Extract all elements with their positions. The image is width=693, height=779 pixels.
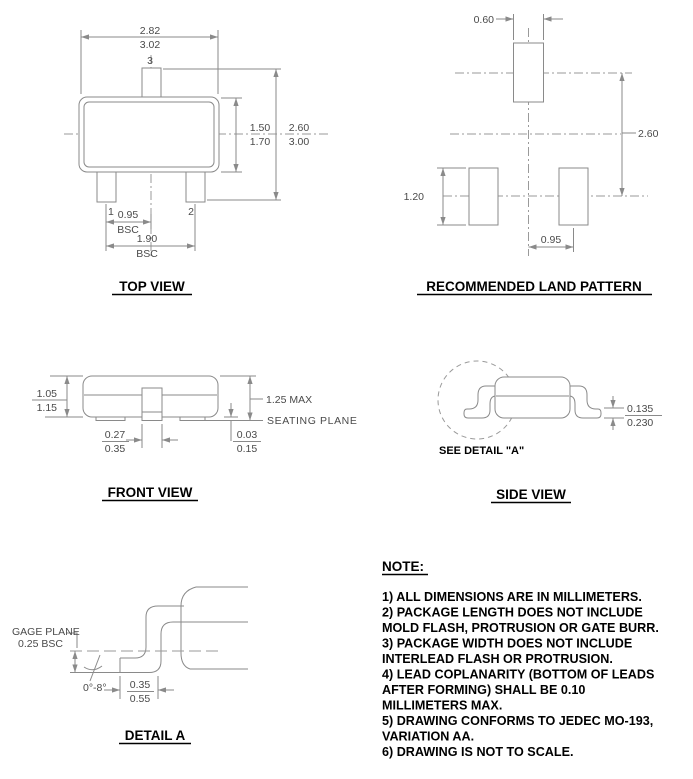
top-view [64,25,330,295]
top-view-body-outer [79,97,219,172]
side-view [438,361,662,503]
land-pad-2 [559,168,588,225]
side-view-left-lead-inner [482,396,496,418]
dim-pad-width: 0.60 [473,14,494,26]
dim-overall-max: 3.00 [288,136,310,148]
angle-arc [84,666,102,670]
top-view-title: TOP VIEW [119,279,185,294]
dim-body-height-min: 1.05 [36,388,57,400]
dim-body-height-max: 1.15 [36,402,57,414]
dim-lead-angle: 0°-8° [83,682,107,694]
dim-span: 1.90 [136,233,158,245]
side-view-right-lead-inner [569,396,583,418]
note-line: AFTER FORMING) SHALL BE 0.10 [382,683,586,697]
note-line: 6) DRAWING IS NOT TO SCALE. [382,745,574,759]
pin3-label: 3 [147,55,153,67]
pin2-label: 2 [188,206,194,218]
dim-overall-min: 2.60 [288,122,310,134]
dim-width-max: 3.02 [139,39,161,51]
note-line: INTERLEAD FLASH OR PROTRUSION. [382,652,613,666]
front-view-foot-right [180,417,205,421]
gage-plane-label: GAGE PLANE [12,626,80,638]
dim-foot-thickness-min: 0.135 [627,403,654,415]
note-line: 4) LEAD COPLANARITY (BOTTOM OF LEADS [382,667,655,682]
land-pattern [404,14,659,295]
dim-body-max: 1.70 [249,136,271,148]
dim-width-min: 2.82 [139,25,161,37]
note-line: MILLIMETERS MAX. [382,698,503,713]
dim-body-min: 1.50 [249,122,271,134]
front-view-foot-left [96,417,125,421]
land-pattern-title: RECOMMENDED LAND PATTERN [426,279,642,294]
note-line: 1) ALL DIMENSIONS ARE IN MILLIMETERS. [382,590,642,604]
front-view [32,376,357,501]
dim-lead-width-min: 0.27 [104,429,126,441]
dim-foot-thickness-max: 0.230 [627,417,654,429]
note-line: VARIATION AA. [382,729,475,744]
note-line: 3) PACKAGE WIDTH DOES NOT INCLUDE [382,636,633,651]
pin1-label: 1 [108,206,114,218]
dim-pad-height: 1.20 [403,191,424,203]
top-view-pin3-lead [142,68,161,97]
see-detail-label: SEE DETAIL "A" [439,445,525,457]
land-pad-3 [514,43,544,102]
detail-a [12,587,248,744]
dim-standoff-min: 0.03 [236,429,258,441]
side-view-body [495,377,570,418]
land-pad-1 [469,168,498,225]
note-line: 5) DRAWING CONFORMS TO JEDEC MO-193, [382,714,654,728]
detail-body-edge [181,587,196,669]
notes-section [382,559,659,759]
top-view-pin2-lead [186,172,205,202]
side-view-title: SIDE VIEW [496,487,566,502]
notes-heading: NOTE: [382,559,424,574]
dim-span-bsc: BSC [136,248,158,260]
dim-land-pitch: 0.95 [540,234,562,246]
dim-pitch: 0.95 [117,209,139,221]
dim-overall-height: 1.25 MAX [266,394,313,406]
front-view-center-lead [142,388,162,421]
seating-plane-label: SEATING PLANE [267,415,358,427]
dim-land-span: 2.60 [638,128,659,140]
detail-lead-outer [120,606,184,658]
dim-lead-width-max: 0.35 [104,443,126,455]
note-line: MOLD FLASH, PROTRUSION OR GATE BURR. [382,621,659,635]
dim-foot-length-max: 0.55 [129,693,151,705]
detail-a-title: DETAIL A [124,728,186,743]
dim-foot-length-min: 0.35 [129,679,151,691]
gage-offset-value: 0.25 BSC [18,638,63,650]
top-view-pin1-lead [97,172,116,202]
dim-standoff-max: 0.15 [236,443,258,455]
dim-pitch-bsc: BSC [117,224,139,236]
front-view-title: FRONT VIEW [107,485,193,500]
note-line: 2) PACKAGE LENGTH DOES NOT INCLUDE [382,605,643,620]
